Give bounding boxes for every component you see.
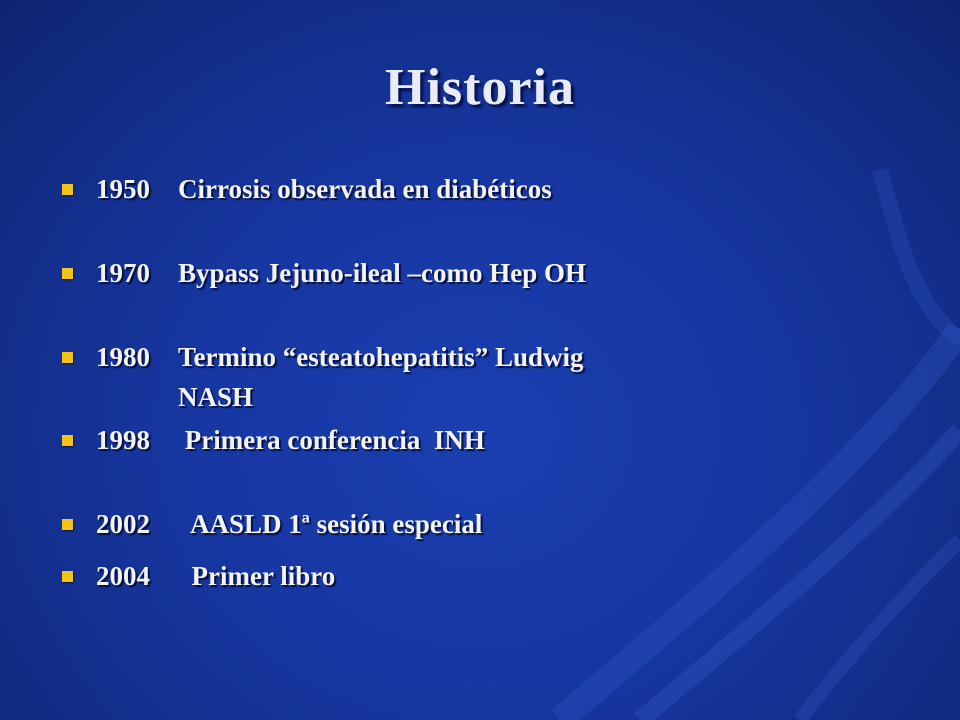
bullet-year: 1980 — [96, 342, 150, 372]
slide-title: Historia — [385, 59, 575, 116]
bullet-year: 1998 — [96, 425, 150, 455]
bullet-text: Primer libro — [178, 561, 336, 591]
bullet-item-1980 — [62, 342, 584, 373]
bullet-text: Bypass Jejuno-ileal –como Hep OH — [178, 258, 587, 288]
square-bullet-icon — [62, 571, 73, 582]
square-bullet-icon — [62, 435, 73, 446]
bullet-text: Termino “esteatohepatitis” Ludwig — [178, 342, 584, 372]
square-bullet-icon — [62, 268, 73, 279]
bullet-year: 1950 — [96, 174, 150, 204]
bullet-year: 2004 — [96, 561, 150, 591]
square-bullet-icon — [62, 184, 73, 195]
bullet-text: Primera conferencia INH — [178, 425, 485, 455]
bullet-item-1970 — [62, 258, 586, 289]
square-bullet-icon — [62, 519, 73, 530]
bullet-item-2004 — [62, 561, 335, 592]
bullet-item-1950 — [62, 174, 552, 205]
bullet-text: AASLD 1ª sesión especial — [178, 509, 483, 539]
bullet-year: 2002 — [96, 509, 150, 539]
bullet-year: 1970 — [96, 258, 150, 288]
bullet-item-2002 — [62, 509, 482, 540]
bullet-item-1998 — [62, 425, 485, 456]
square-bullet-icon — [62, 352, 73, 363]
bullet-continuation-nash: NASH — [178, 382, 254, 412]
bullet-text: Cirrosis observada en diabéticos — [178, 174, 552, 204]
